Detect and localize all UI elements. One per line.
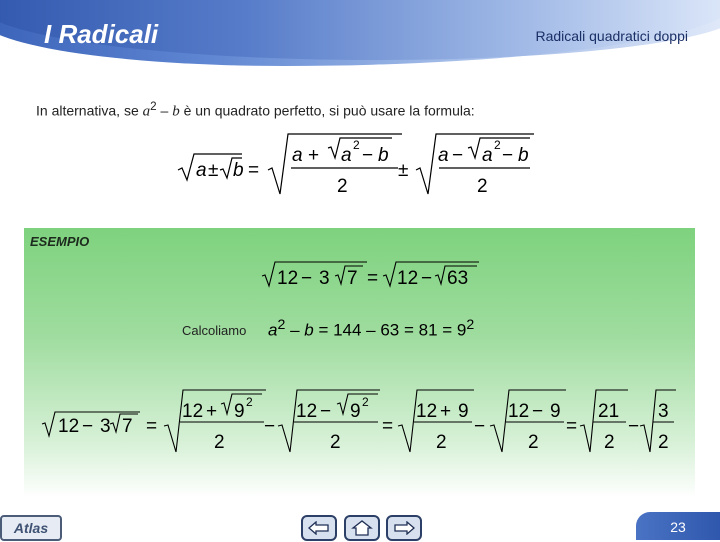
svg-text:±: ± <box>398 160 409 181</box>
intro-a: a <box>142 103 151 120</box>
svg-text:12: 12 <box>416 401 438 422</box>
calc-expression: $a^2 - b = 144 - 63 = 81 = 9^2$ <box>268 317 475 340</box>
example-equation-1 <box>255 256 485 292</box>
svg-text:9: 9 <box>234 401 245 422</box>
page-title: I Radicali <box>44 19 159 49</box>
back-arrow-icon <box>308 521 330 535</box>
intro-after: è un quadrato perfetto, si può usare la formula: <box>179 102 475 119</box>
forward-button[interactable] <box>386 515 422 541</box>
svg-text:+: + <box>206 401 218 422</box>
svg-text:2: 2 <box>337 176 348 197</box>
svg-text:2: 2 <box>362 395 369 409</box>
svg-text:b: b <box>518 145 529 166</box>
svg-text:7: 7 <box>122 416 133 437</box>
svg-text:9: 9 <box>458 401 469 422</box>
svg-text:2: 2 <box>436 432 447 453</box>
svg-text:−: − <box>362 145 374 166</box>
svg-text:12: 12 <box>182 401 204 422</box>
svg-text:2: 2 <box>528 432 539 453</box>
svg-text:2: 2 <box>330 432 341 453</box>
svg-text:=: = <box>382 416 394 437</box>
svg-text:2: 2 <box>246 395 253 409</box>
svg-text:−: − <box>301 268 313 289</box>
svg-text:−: − <box>532 401 544 422</box>
header <box>0 0 720 74</box>
svg-text:9: 9 <box>550 401 561 422</box>
example-equation-2 <box>34 384 684 456</box>
forward-arrow-icon <box>393 521 415 535</box>
svg-text:−: − <box>502 145 514 166</box>
back-button[interactable] <box>301 515 337 541</box>
example-label: ESEMPIO <box>30 234 90 249</box>
svg-text:=: = <box>367 268 379 289</box>
calc-label: Calcoliamo <box>182 323 247 338</box>
home-button[interactable] <box>344 515 380 541</box>
svg-text:=: = <box>566 416 578 437</box>
intro-before: In alternativa, se <box>36 102 143 119</box>
svg-text:a: a <box>438 145 449 166</box>
svg-text:12: 12 <box>58 416 80 437</box>
intro-b: b <box>172 103 180 120</box>
svg-text:3: 3 <box>100 416 111 437</box>
svg-text:a: a <box>292 145 303 166</box>
svg-text:2: 2 <box>214 432 225 453</box>
svg-text:2: 2 <box>494 138 501 152</box>
svg-text:−: − <box>628 416 640 437</box>
svg-text:2: 2 <box>604 432 615 453</box>
svg-text:12: 12 <box>508 401 530 422</box>
svg-text:+: + <box>440 401 452 422</box>
svg-text:7: 7 <box>347 268 358 289</box>
svg-text:a: a <box>482 145 493 166</box>
home-icon <box>351 520 373 536</box>
svg-text:a: a <box>196 160 207 181</box>
svg-text:3: 3 <box>658 401 669 422</box>
svg-text:a: a <box>341 145 352 166</box>
double-radical-formula <box>150 128 550 203</box>
page-number: 23 <box>636 512 720 540</box>
svg-text:12: 12 <box>277 268 299 289</box>
svg-text:63: 63 <box>447 268 469 289</box>
intro-dash: – <box>156 102 173 119</box>
svg-text:=: = <box>248 160 260 181</box>
svg-text:2: 2 <box>353 138 360 152</box>
svg-text:3: 3 <box>319 268 330 289</box>
intro-exponent: 2 <box>150 100 157 113</box>
svg-text:=: = <box>146 416 158 437</box>
section-subtitle: Radicali quadratici doppi <box>535 28 688 44</box>
svg-text:±: ± <box>208 160 219 181</box>
svg-text:21: 21 <box>598 401 620 422</box>
svg-text:12: 12 <box>397 268 419 289</box>
svg-text:−: − <box>474 416 486 437</box>
svg-text:12: 12 <box>296 401 318 422</box>
svg-text:−: − <box>452 145 464 166</box>
svg-text:b: b <box>233 160 244 181</box>
svg-text:+: + <box>308 145 320 166</box>
intro-text <box>36 100 475 121</box>
svg-text:−: − <box>421 268 433 289</box>
svg-text:2: 2 <box>658 432 669 453</box>
svg-text:−: − <box>264 416 276 437</box>
svg-text:9: 9 <box>350 401 361 422</box>
svg-text:2: 2 <box>477 176 488 197</box>
svg-text:−: − <box>320 401 332 422</box>
atlas-logo: Atlas <box>0 515 62 541</box>
svg-text:b: b <box>378 145 389 166</box>
svg-text:−: − <box>82 416 94 437</box>
